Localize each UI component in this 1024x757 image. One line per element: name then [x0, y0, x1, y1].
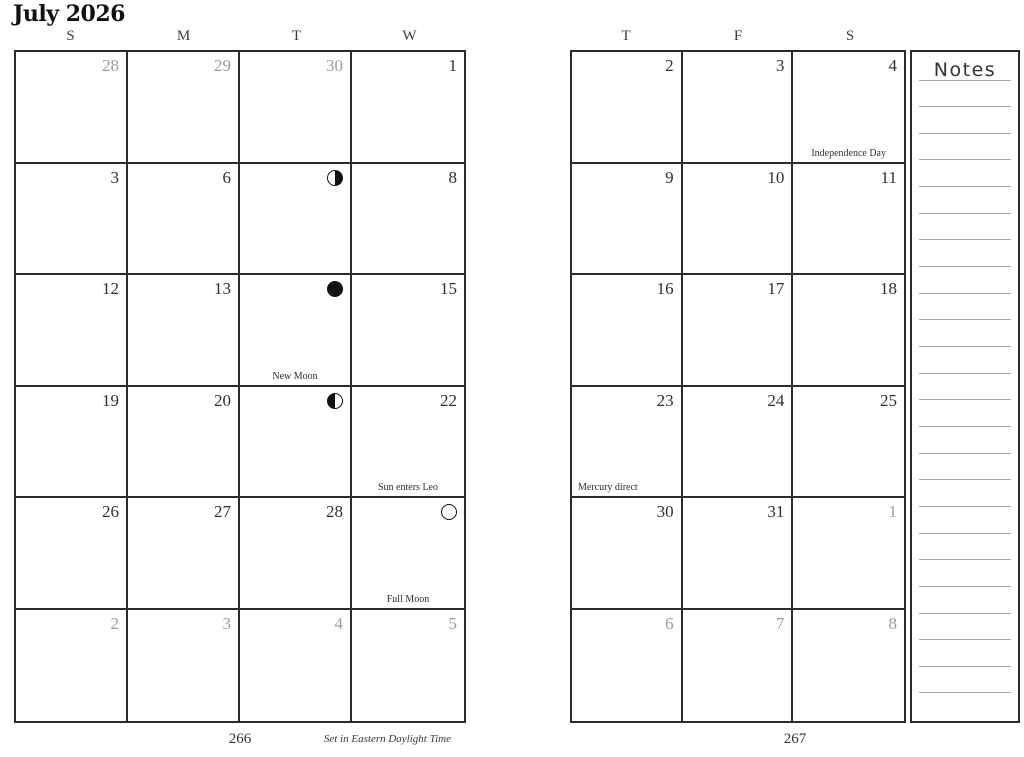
adjacent-month-date: 5	[448, 613, 457, 633]
full-moon-icon	[441, 504, 457, 520]
day-cell	[683, 610, 794, 722]
date-number: 24	[767, 390, 785, 410]
day-cell	[352, 275, 464, 387]
adjacent-month-date: 6	[665, 613, 674, 633]
adjacent-month-date: 29	[214, 56, 231, 75]
day-cell	[128, 52, 240, 164]
day-cell	[352, 52, 464, 164]
day-cell	[16, 164, 128, 276]
day-cell	[240, 610, 352, 722]
day-of-week-label: S	[66, 28, 75, 44]
left-page-number: 266	[228, 731, 252, 747]
day-of-week-label: M	[176, 28, 191, 44]
adjacent-month-date: 1	[888, 502, 897, 521]
date-number: 11	[880, 167, 897, 187]
notes-ruled-line	[919, 373, 1011, 374]
date-number: 26	[102, 502, 119, 521]
day-cell	[16, 610, 128, 722]
notes-panel	[910, 50, 1020, 723]
day-cell	[572, 610, 683, 722]
event-label: Sun enters Leo	[378, 482, 438, 493]
date-number: 16	[656, 279, 674, 298]
day-cell	[793, 610, 904, 722]
day-of-week-label: T	[291, 28, 302, 44]
day-cell	[683, 52, 794, 164]
date-number: 17	[767, 279, 785, 298]
day-cell	[240, 275, 352, 387]
notes-ruled-line	[919, 613, 1011, 614]
date-number: 10	[767, 167, 785, 187]
day-of-week-label: S	[845, 28, 855, 44]
date-number: 22	[440, 390, 457, 410]
day-of-week-label: T	[621, 28, 631, 44]
event-label: Full Moon	[386, 593, 430, 605]
day-cell	[683, 275, 794, 387]
date-number: 31	[767, 502, 785, 521]
date-number: 9	[665, 167, 674, 187]
date-number: 3	[775, 56, 785, 75]
date-number: 20	[214, 390, 231, 410]
notes-ruled-line	[919, 319, 1011, 320]
notes-ruled-line	[919, 106, 1011, 107]
notes-ruled-line	[919, 133, 1011, 134]
day-cell	[572, 52, 683, 164]
notes-ruled-line	[919, 186, 1011, 187]
last-quarter-moon-icon	[327, 170, 343, 186]
timezone-footnote: Set in Eastern Daylight Time	[323, 733, 451, 745]
date-number: 25	[879, 390, 897, 410]
month-title: July 2026	[13, 1, 125, 27]
day-cell	[128, 164, 240, 276]
adjacent-month-date: 28	[102, 56, 119, 75]
date-number: 6	[222, 167, 231, 187]
notes-ruled-line	[919, 559, 1011, 560]
day-cell	[793, 275, 904, 387]
notes-ruled-line	[919, 639, 1011, 640]
day-cell	[240, 164, 352, 276]
notes-ruled-line	[919, 426, 1011, 427]
date-number: 2	[665, 56, 674, 75]
right-day-of-week-header-row	[570, 28, 906, 48]
notes-ruled-line	[919, 159, 1011, 160]
notes-ruled-line	[919, 586, 1011, 587]
notes-ruled-line	[919, 293, 1011, 294]
day-cell	[793, 164, 904, 276]
day-cell	[572, 498, 683, 610]
notes-ruled-line	[919, 399, 1011, 400]
right-calendar-grid	[570, 50, 906, 723]
adjacent-month-date: 2	[110, 613, 119, 633]
day-cell	[128, 275, 240, 387]
day-cell	[352, 498, 464, 610]
new-moon-icon	[327, 281, 343, 297]
day-of-week-label: F	[733, 28, 743, 44]
notes-ruled-line	[919, 213, 1011, 214]
notes-ruled-line	[919, 692, 1011, 693]
day-cell	[240, 52, 352, 164]
notes-ruled-line	[919, 533, 1011, 534]
event-label: New Moon	[272, 370, 318, 382]
day-cell	[572, 275, 683, 387]
day-cell	[16, 387, 128, 499]
date-number: 12	[102, 279, 119, 298]
day-cell	[128, 387, 240, 499]
day-cell	[793, 498, 904, 610]
event-label: Mercury direct	[578, 482, 638, 493]
day-cell	[793, 387, 904, 499]
date-number: 13	[214, 279, 231, 298]
adjacent-month-date: 8	[888, 613, 897, 633]
first-quarter-moon-icon	[327, 393, 343, 409]
left-day-of-week-header-row	[14, 28, 466, 48]
date-number: 8	[448, 167, 457, 187]
day-cell	[352, 387, 464, 499]
notes-ruled-line	[919, 266, 1011, 267]
left-calendar-grid	[14, 50, 466, 723]
day-cell	[572, 387, 683, 499]
adjacent-month-date: 30	[326, 56, 343, 75]
day-cell	[16, 52, 128, 164]
event-label: Independence Day	[811, 147, 886, 159]
day-cell	[16, 275, 128, 387]
day-cell	[240, 498, 352, 610]
notes-ruled-line	[919, 506, 1011, 507]
day-cell	[128, 498, 240, 610]
day-cell	[16, 498, 128, 610]
date-number: 28	[326, 502, 343, 521]
notes-ruled-line	[919, 239, 1011, 240]
notes-ruled-line	[919, 666, 1011, 667]
day-cell	[683, 498, 794, 610]
adjacent-month-date: 4	[334, 613, 343, 633]
day-cell	[683, 387, 794, 499]
right-page-number: 267	[783, 731, 807, 747]
adjacent-month-date: 3	[222, 613, 231, 633]
day-cell	[240, 387, 352, 499]
date-number: 4	[888, 56, 897, 75]
date-number: 27	[214, 502, 231, 521]
day-cell	[683, 164, 794, 276]
date-number: 23	[656, 390, 674, 410]
notes-ruled-line	[919, 346, 1011, 347]
date-number: 1	[448, 56, 457, 75]
adjacent-month-date: 7	[775, 613, 785, 633]
day-cell	[128, 610, 240, 722]
day-of-week-label: W	[402, 28, 417, 44]
date-number: 3	[110, 167, 119, 187]
date-number: 30	[656, 502, 674, 521]
notes-ruled-line	[919, 453, 1011, 454]
day-cell	[352, 164, 464, 276]
date-number: 18	[879, 279, 897, 298]
date-number: 15	[440, 279, 457, 298]
day-cell	[793, 52, 904, 164]
day-cell	[352, 610, 464, 722]
day-cell	[572, 164, 683, 276]
notes-ruled-line	[919, 479, 1011, 480]
date-number: 19	[102, 390, 119, 410]
notes-title: Notes	[933, 59, 997, 81]
notes-ruled-line	[919, 80, 1011, 81]
